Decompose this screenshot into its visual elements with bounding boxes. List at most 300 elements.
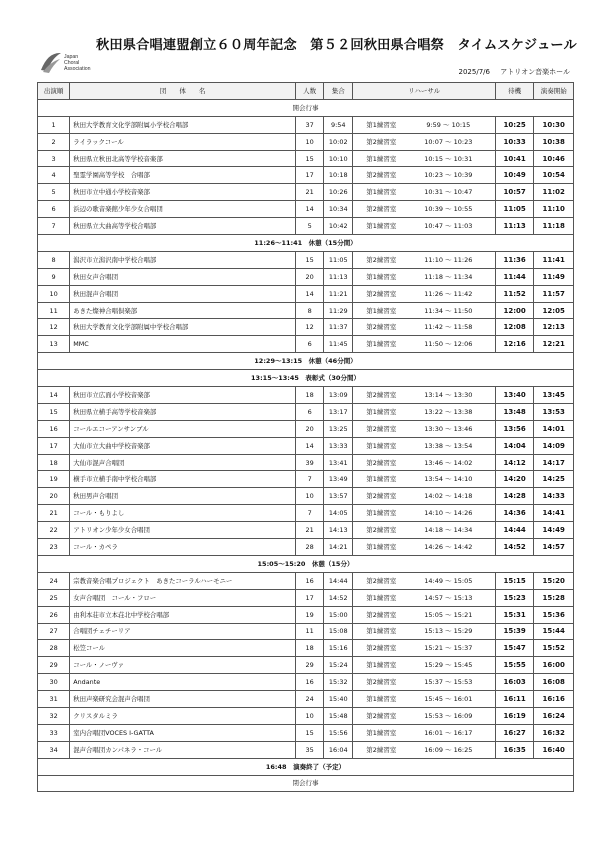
cell-rehearsal bbox=[353, 640, 496, 657]
cell-rehearsal bbox=[353, 251, 496, 268]
cell-rehearsal bbox=[353, 268, 496, 285]
cell-gather-time: 13:49 bbox=[324, 471, 353, 488]
cell-order: 33 bbox=[38, 724, 70, 741]
rehearsal-time: 10:07 ～ 10:23 bbox=[424, 137, 473, 146]
cell-wait-time: 12:00 bbox=[495, 302, 534, 319]
cell-group-name: 大仙市混声合唱団 bbox=[70, 454, 296, 471]
cell-rehearsal bbox=[353, 201, 496, 218]
cell-count: 24 bbox=[296, 691, 324, 708]
cell-group-name: クリスタルミラ bbox=[70, 707, 296, 724]
cell-order: 16 bbox=[38, 420, 70, 437]
cell-order: 18 bbox=[38, 454, 70, 471]
cell-wait-time: 10:33 bbox=[495, 133, 534, 150]
cell-start-time: 13:45 bbox=[534, 387, 574, 404]
rehearsal-room: 第2練習室 bbox=[366, 526, 397, 535]
cell-rehearsal bbox=[353, 302, 496, 319]
rehearsal-time: 13:14 ～ 13:30 bbox=[424, 390, 473, 399]
cell-count: 12 bbox=[296, 319, 324, 336]
cell-order: 20 bbox=[38, 488, 70, 505]
cell-rehearsal bbox=[353, 657, 496, 674]
cell-group-name: 秋田女声合唱団 bbox=[70, 268, 296, 285]
cell-order: 12 bbox=[38, 319, 70, 336]
table-row bbox=[38, 285, 574, 302]
cell-rehearsal bbox=[353, 319, 496, 336]
cell-order: 5 bbox=[38, 184, 70, 201]
cell-start-time: 11:10 bbox=[534, 201, 574, 218]
cell-start-time: 16:08 bbox=[534, 674, 574, 691]
rehearsal-room: 第2練習室 bbox=[366, 678, 397, 687]
cell-rehearsal bbox=[353, 150, 496, 167]
cell-group-name: アトリオン少年少女合唱団 bbox=[70, 522, 296, 539]
cell-start-time: 11:18 bbox=[534, 218, 574, 235]
cell-start-time: 16:00 bbox=[534, 657, 574, 674]
cell-rehearsal bbox=[353, 488, 496, 505]
cell-order: 9 bbox=[38, 268, 70, 285]
cell-count: 15 bbox=[296, 251, 324, 268]
cell-order: 28 bbox=[38, 640, 70, 657]
page-title: 秋田県合唱連盟創立６０周年記念 第５２回秋田県合唱祭 タイムスケジュール bbox=[96, 38, 577, 53]
table-row bbox=[38, 640, 574, 657]
cell-count: 28 bbox=[296, 539, 324, 556]
cell-order: 22 bbox=[38, 522, 70, 539]
event-date: 2025/7/6 bbox=[458, 68, 490, 76]
rehearsal-time: 11:26 ～ 11:42 bbox=[424, 289, 473, 298]
cell-gather-time: 15:16 bbox=[324, 640, 353, 657]
cell-group-name: コール・カペラ bbox=[70, 539, 296, 556]
cell-group-name: 松笠コール bbox=[70, 640, 296, 657]
rehearsal-room: 第2練習室 bbox=[366, 745, 397, 754]
cell-order: 31 bbox=[38, 691, 70, 708]
cell-order: 27 bbox=[38, 623, 70, 640]
cell-count: 11 bbox=[296, 623, 324, 640]
rehearsal-room: 第1練習室 bbox=[366, 120, 397, 129]
rehearsal-time: 10:31 ～ 10:47 bbox=[424, 188, 473, 197]
rehearsal-time: 14:10 ～ 14:26 bbox=[424, 509, 473, 518]
rehearsal-time: 15:05 ～ 15:21 bbox=[424, 610, 473, 619]
cell-gather-time: 14:13 bbox=[324, 522, 353, 539]
cell-group-name: 浜辺の歌音楽館少年少女合唱団 bbox=[70, 201, 296, 218]
cell-group-name: コールエコーアンサンブル bbox=[70, 420, 296, 437]
cell-wait-time: 11:52 bbox=[495, 285, 534, 302]
table-row bbox=[38, 454, 574, 471]
cell-order: 24 bbox=[38, 572, 70, 589]
table-row bbox=[38, 268, 574, 285]
header-gather: 集合 bbox=[324, 83, 353, 100]
cell-order: 4 bbox=[38, 167, 70, 184]
rehearsal-time: 16:01 ～ 16:17 bbox=[424, 728, 473, 737]
cell-count: 14 bbox=[296, 285, 324, 302]
rehearsal-room: 第1練習室 bbox=[366, 509, 397, 518]
cell-gather-time: 15:00 bbox=[324, 606, 353, 623]
cell-wait-time: 14:20 bbox=[495, 471, 534, 488]
cell-rehearsal bbox=[353, 471, 496, 488]
cell-gather-time: 11:45 bbox=[324, 336, 353, 353]
schedule-table bbox=[37, 82, 574, 792]
rehearsal-room: 第1練習室 bbox=[366, 222, 397, 231]
cell-wait-time: 13:40 bbox=[495, 387, 534, 404]
cell-wait-time: 14:52 bbox=[495, 539, 534, 556]
cell-rehearsal bbox=[353, 454, 496, 471]
cell-count: 16 bbox=[296, 674, 324, 691]
cell-start-time: 12:21 bbox=[534, 336, 574, 353]
cell-group-name: 女声合唱団 コール・フロー bbox=[70, 589, 296, 606]
cell-count: 14 bbox=[296, 201, 324, 218]
cell-order: 7 bbox=[38, 218, 70, 235]
rehearsal-time: 15:21 ～ 15:37 bbox=[424, 644, 473, 653]
cell-order: 8 bbox=[38, 251, 70, 268]
cell-rehearsal bbox=[353, 724, 496, 741]
cell-gather-time: 15:40 bbox=[324, 691, 353, 708]
table-row bbox=[38, 623, 574, 640]
cell-group-name: 秋田県立秋田北高等学校音楽部 bbox=[70, 150, 296, 167]
table-row bbox=[38, 606, 574, 623]
cell-rehearsal bbox=[353, 539, 496, 556]
rehearsal-time: 13:30 ～ 13:46 bbox=[424, 424, 473, 433]
cell-group-name: 聖霊学園高等学校 合唱部 bbox=[70, 167, 296, 184]
cell-start-time: 10:54 bbox=[534, 167, 574, 184]
cell-count: 6 bbox=[296, 336, 324, 353]
rehearsal-time: 15:13 ～ 15:29 bbox=[424, 627, 473, 636]
table-row bbox=[38, 741, 574, 758]
cell-group-name: MMC bbox=[70, 336, 296, 353]
cell-gather-time: 15:56 bbox=[324, 724, 353, 741]
cell-group-name: 大仙市立大曲中学校音楽部 bbox=[70, 437, 296, 454]
rehearsal-room: 第2練習室 bbox=[366, 576, 397, 585]
cell-wait-time: 15:39 bbox=[495, 623, 534, 640]
cell-start-time: 14:09 bbox=[534, 437, 574, 454]
cell-count: 39 bbox=[296, 454, 324, 471]
table-row bbox=[38, 589, 574, 606]
cell-start-time: 10:46 bbox=[534, 150, 574, 167]
cell-wait-time: 15:55 bbox=[495, 657, 534, 674]
cell-rehearsal bbox=[353, 707, 496, 724]
table-row bbox=[38, 218, 574, 235]
cell-gather-time: 10:18 bbox=[324, 167, 353, 184]
cell-group-name: 秋田男声合唱団 bbox=[70, 488, 296, 505]
cell-group-name: 合唱団チェチーリア bbox=[70, 623, 296, 640]
cell-order: 3 bbox=[38, 150, 70, 167]
table-row bbox=[38, 251, 574, 268]
cell-group-name: 秋田声楽研究会混声合唱団 bbox=[70, 691, 296, 708]
cell-order: 25 bbox=[38, 589, 70, 606]
cell-wait-time: 11:36 bbox=[495, 251, 534, 268]
rehearsal-room: 第2練習室 bbox=[366, 289, 397, 298]
cell-rehearsal bbox=[353, 133, 496, 150]
rehearsal-room: 第2練習室 bbox=[366, 205, 397, 214]
header-order: 出演順 bbox=[38, 83, 70, 100]
cell-order: 10 bbox=[38, 285, 70, 302]
rehearsal-time: 11:18 ～ 11:34 bbox=[424, 272, 473, 281]
cell-wait-time: 11:05 bbox=[495, 201, 534, 218]
cell-count: 15 bbox=[296, 724, 324, 741]
cell-group-name: 秋田市立中通小学校音楽部 bbox=[70, 184, 296, 201]
table-row bbox=[38, 336, 574, 353]
header-group: 団 体 名 bbox=[70, 83, 296, 100]
cell-order: 6 bbox=[38, 201, 70, 218]
cell-gather-time: 13:09 bbox=[324, 387, 353, 404]
cell-start-time: 13:53 bbox=[534, 403, 574, 420]
rehearsal-room: 第1練習室 bbox=[366, 542, 397, 551]
jca-logo bbox=[38, 50, 110, 80]
cell-count: 18 bbox=[296, 387, 324, 404]
cell-start-time: 14:17 bbox=[534, 454, 574, 471]
cell-wait-time: 16:19 bbox=[495, 707, 534, 724]
rehearsal-time: 10:47 ～ 11:03 bbox=[424, 222, 473, 231]
table-row bbox=[38, 657, 574, 674]
header-wait: 待機 bbox=[495, 83, 534, 100]
cell-rehearsal bbox=[353, 505, 496, 522]
rehearsal-time: 13:22 ～ 13:38 bbox=[424, 407, 473, 416]
cell-wait-time: 10:25 bbox=[495, 116, 534, 133]
cell-wait-time: 13:56 bbox=[495, 420, 534, 437]
cell-gather-time: 13:41 bbox=[324, 454, 353, 471]
cell-order: 19 bbox=[38, 471, 70, 488]
cell-start-time: 15:52 bbox=[534, 640, 574, 657]
cell-count: 10 bbox=[296, 707, 324, 724]
cell-start-time: 15:28 bbox=[534, 589, 574, 606]
cell-rehearsal bbox=[353, 522, 496, 539]
rehearsal-room: 第2練習室 bbox=[366, 610, 397, 619]
cell-count: 29 bbox=[296, 657, 324, 674]
rehearsal-room: 第2練習室 bbox=[366, 255, 397, 264]
section-row bbox=[38, 99, 574, 116]
cell-group-name: 宗教音楽合唱プロジェクト あきたコーラルハーモニー bbox=[70, 572, 296, 589]
rehearsal-time: 13:46 ～ 14:02 bbox=[424, 458, 473, 467]
cell-count: 20 bbox=[296, 268, 324, 285]
cell-count: 19 bbox=[296, 606, 324, 623]
cell-start-time: 15:20 bbox=[534, 572, 574, 589]
cell-count: 20 bbox=[296, 420, 324, 437]
cell-gather-time: 15:08 bbox=[324, 623, 353, 640]
cell-start-time: 14:41 bbox=[534, 505, 574, 522]
cell-group-name: 由利本荘市立本荘北中学校合唱部 bbox=[70, 606, 296, 623]
cell-gather-time: 10:26 bbox=[324, 184, 353, 201]
cell-count: 37 bbox=[296, 116, 324, 133]
cell-wait-time: 16:03 bbox=[495, 674, 534, 691]
cell-count: 15 bbox=[296, 150, 324, 167]
cell-gather-time: 10:10 bbox=[324, 150, 353, 167]
cell-start-time: 11:49 bbox=[534, 268, 574, 285]
rehearsal-room: 第2練習室 bbox=[366, 171, 397, 180]
logo-text: Japan Choral Association bbox=[64, 54, 91, 72]
rehearsal-time: 14:57 ～ 15:13 bbox=[424, 593, 473, 602]
cell-wait-time: 12:16 bbox=[495, 336, 534, 353]
cell-rehearsal bbox=[353, 218, 496, 235]
rehearsal-time: 11:42 ～ 11:58 bbox=[424, 323, 473, 332]
cell-rehearsal bbox=[353, 420, 496, 437]
cell-start-time: 11:57 bbox=[534, 285, 574, 302]
header-start: 演奏開始 bbox=[534, 83, 574, 100]
table-row bbox=[38, 133, 574, 150]
rehearsal-room: 第1練習室 bbox=[366, 475, 397, 484]
cell-rehearsal bbox=[353, 674, 496, 691]
table-row bbox=[38, 302, 574, 319]
cell-wait-time: 13:48 bbox=[495, 403, 534, 420]
cell-wait-time: 15:15 bbox=[495, 572, 534, 589]
cell-wait-time: 14:36 bbox=[495, 505, 534, 522]
cell-wait-time: 16:35 bbox=[495, 741, 534, 758]
table-row bbox=[38, 319, 574, 336]
rehearsal-room: 第2練習室 bbox=[366, 137, 397, 146]
cell-wait-time: 10:41 bbox=[495, 150, 534, 167]
rehearsal-time: 13:38 ～ 13:54 bbox=[424, 441, 473, 450]
cell-order: 29 bbox=[38, 657, 70, 674]
cell-gather-time: 13:57 bbox=[324, 488, 353, 505]
table-row bbox=[38, 572, 574, 589]
header-count: 人数 bbox=[296, 83, 324, 100]
rehearsal-room: 第2練習室 bbox=[366, 711, 397, 720]
cell-gather-time: 14:21 bbox=[324, 539, 353, 556]
cell-wait-time: 10:57 bbox=[495, 184, 534, 201]
cell-count: 16 bbox=[296, 572, 324, 589]
cell-order: 32 bbox=[38, 707, 70, 724]
cell-order: 34 bbox=[38, 741, 70, 758]
cell-order: 15 bbox=[38, 403, 70, 420]
cell-count: 21 bbox=[296, 522, 324, 539]
cell-group-name: Andante bbox=[70, 674, 296, 691]
cell-group-name: ライラックコール bbox=[70, 133, 296, 150]
cell-count: 6 bbox=[296, 403, 324, 420]
section-label: 開会行事 bbox=[38, 99, 574, 116]
rehearsal-time: 15:37 ～ 15:53 bbox=[424, 678, 473, 687]
cell-gather-time: 11:05 bbox=[324, 251, 353, 268]
schedule-body bbox=[38, 99, 574, 792]
event-meta bbox=[451, 67, 570, 77]
rehearsal-time: 9:59 ～ 10:15 bbox=[426, 120, 471, 129]
section-label: 16:48 演奏終了（予定） bbox=[38, 758, 574, 775]
cell-rehearsal bbox=[353, 167, 496, 184]
rehearsal-room: 第1練習室 bbox=[366, 695, 397, 703]
cell-rehearsal bbox=[353, 589, 496, 606]
section-label: 11:26～11:41 休憩（15分間） bbox=[38, 235, 574, 252]
cell-gather-time: 15:32 bbox=[324, 674, 353, 691]
cell-count: 21 bbox=[296, 184, 324, 201]
cell-start-time: 14:01 bbox=[534, 420, 574, 437]
section-label: 13:15～13:45 表彰式（30分間） bbox=[38, 370, 574, 387]
cell-rehearsal bbox=[353, 437, 496, 454]
rehearsal-time: 14:26 ～ 14:42 bbox=[424, 542, 473, 551]
cell-group-name: 秋田県立横手高等学校音楽部 bbox=[70, 403, 296, 420]
cell-count: 8 bbox=[296, 302, 324, 319]
rehearsal-time: 10:39 ～ 10:55 bbox=[424, 205, 473, 214]
rehearsal-room: 第2練習室 bbox=[366, 458, 397, 467]
cell-wait-time: 16:11 bbox=[495, 691, 534, 708]
rehearsal-time: 15:29 ～ 15:45 bbox=[424, 661, 473, 670]
cell-group-name: コール・ノーヴァ bbox=[70, 657, 296, 674]
cell-order: 14 bbox=[38, 387, 70, 404]
cell-gather-time: 13:33 bbox=[324, 437, 353, 454]
rehearsal-room: 第1練習室 bbox=[366, 661, 397, 670]
cell-group-name: コール・もりよし bbox=[70, 505, 296, 522]
cell-count: 17 bbox=[296, 589, 324, 606]
rehearsal-room: 第1練習室 bbox=[366, 441, 397, 450]
cell-wait-time: 16:27 bbox=[495, 724, 534, 741]
cell-rehearsal bbox=[353, 184, 496, 201]
cell-gather-time: 11:37 bbox=[324, 319, 353, 336]
cell-wait-time: 15:23 bbox=[495, 589, 534, 606]
cell-gather-time: 10:42 bbox=[324, 218, 353, 235]
cell-gather-time: 10:02 bbox=[324, 133, 353, 150]
cell-start-time: 14:25 bbox=[534, 471, 574, 488]
cell-group-name: 秋田大学教育文化学部附属中学校合唱部 bbox=[70, 319, 296, 336]
cell-order: 1 bbox=[38, 116, 70, 133]
table-row bbox=[38, 471, 574, 488]
cell-order: 17 bbox=[38, 437, 70, 454]
cell-wait-time: 14:44 bbox=[495, 522, 534, 539]
rehearsal-time: 11:34 ～ 11:50 bbox=[424, 306, 473, 315]
table-row bbox=[38, 387, 574, 404]
cell-gather-time: 11:21 bbox=[324, 285, 353, 302]
rehearsal-room: 第1練習室 bbox=[366, 627, 397, 636]
rehearsal-room: 第1練習室 bbox=[366, 306, 397, 315]
cell-wait-time: 15:47 bbox=[495, 640, 534, 657]
table-row bbox=[38, 539, 574, 556]
cell-start-time: 11:02 bbox=[534, 184, 574, 201]
rehearsal-time: 14:49 ～ 15:05 bbox=[424, 576, 473, 585]
cell-group-name: 秋田市立広面小学校音楽部 bbox=[70, 387, 296, 404]
rehearsal-room: 第2練習室 bbox=[366, 424, 397, 433]
cell-gather-time: 14:52 bbox=[324, 589, 353, 606]
cell-wait-time: 14:04 bbox=[495, 437, 534, 454]
cell-rehearsal bbox=[353, 572, 496, 589]
table-header-row bbox=[38, 83, 574, 100]
cell-count: 35 bbox=[296, 741, 324, 758]
cell-count: 17 bbox=[296, 167, 324, 184]
rehearsal-room: 第1練習室 bbox=[366, 728, 397, 737]
cell-start-time: 15:44 bbox=[534, 623, 574, 640]
table-row bbox=[38, 488, 574, 505]
cell-wait-time: 14:28 bbox=[495, 488, 534, 505]
cell-gather-time: 11:13 bbox=[324, 268, 353, 285]
cell-rehearsal bbox=[353, 387, 496, 404]
cell-wait-time: 12:08 bbox=[495, 319, 534, 336]
table-row bbox=[38, 420, 574, 437]
rehearsal-time: 15:45 ～ 16:01 bbox=[424, 695, 473, 703]
cell-count: 7 bbox=[296, 471, 324, 488]
header-rehearsal: リハーサル bbox=[353, 83, 496, 100]
rehearsal-room: 第1練習室 bbox=[366, 154, 397, 163]
cell-count: 10 bbox=[296, 488, 324, 505]
cell-start-time: 14:57 bbox=[534, 539, 574, 556]
table-row bbox=[38, 201, 574, 218]
cell-start-time: 10:30 bbox=[534, 116, 574, 133]
cell-start-time: 16:32 bbox=[534, 724, 574, 741]
cell-start-time: 10:38 bbox=[534, 133, 574, 150]
cell-wait-time: 10:49 bbox=[495, 167, 534, 184]
rehearsal-time: 11:50 ～ 12:06 bbox=[424, 340, 473, 349]
cell-gather-time: 9:54 bbox=[324, 116, 353, 133]
cell-start-time: 16:16 bbox=[534, 691, 574, 708]
rehearsal-room: 第1練習室 bbox=[366, 593, 397, 602]
cell-count: 18 bbox=[296, 640, 324, 657]
cell-wait-time: 11:44 bbox=[495, 268, 534, 285]
cell-order: 26 bbox=[38, 606, 70, 623]
cell-gather-time: 11:29 bbox=[324, 302, 353, 319]
cell-rehearsal bbox=[353, 606, 496, 623]
rehearsal-room: 第1練習室 bbox=[366, 340, 397, 349]
cell-count: 10 bbox=[296, 133, 324, 150]
table-row bbox=[38, 403, 574, 420]
jca-logo-icon bbox=[38, 50, 64, 76]
rehearsal-room: 第2練習室 bbox=[366, 390, 397, 399]
rehearsal-room: 第2練習室 bbox=[366, 323, 397, 332]
cell-rehearsal bbox=[353, 623, 496, 640]
event-venue: アトリオン音楽ホール bbox=[500, 68, 570, 76]
rehearsal-room: 第2練習室 bbox=[366, 644, 397, 653]
cell-group-name: 横手市立横手南中学校合唱部 bbox=[70, 471, 296, 488]
section-row bbox=[38, 775, 574, 792]
cell-group-name: 潟沢市立潟沢南中学校合唱部 bbox=[70, 251, 296, 268]
